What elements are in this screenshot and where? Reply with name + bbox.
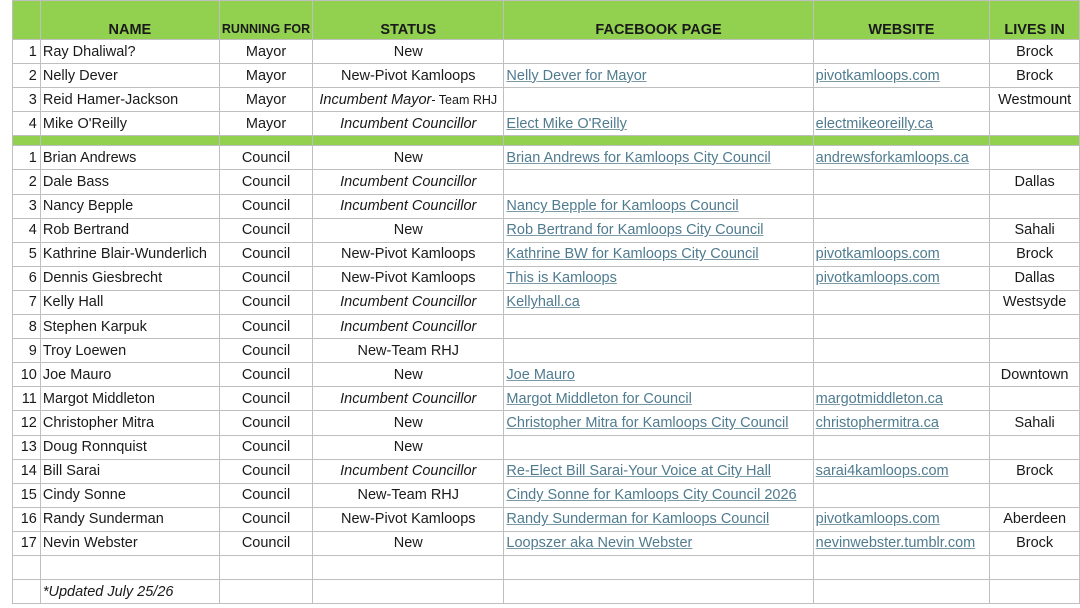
candidate-name[interactable]: Dale Bass xyxy=(40,170,219,194)
candidate-name[interactable]: Christopher Mitra xyxy=(40,411,219,435)
lives-in[interactable]: Brock xyxy=(990,64,1080,88)
running-for[interactable]: Council xyxy=(219,266,312,290)
candidate-name[interactable]: Margot Middleton xyxy=(40,387,219,411)
running-for[interactable]: Council xyxy=(219,387,312,411)
row-number[interactable]: 15 xyxy=(13,483,41,507)
council-candidate-row xyxy=(13,290,1080,314)
running-for[interactable]: Mayor xyxy=(219,112,312,136)
facebook-page-link[interactable] xyxy=(504,435,813,459)
lives-in[interactable] xyxy=(990,146,1080,170)
running-for[interactable]: Council xyxy=(219,411,312,435)
status[interactable] xyxy=(313,40,504,64)
empty-cell[interactable] xyxy=(219,555,312,579)
council-candidate-row xyxy=(13,339,1080,363)
website-link[interactable]: christophermitra.ca xyxy=(813,411,990,435)
status-suffix: - Team RHJ xyxy=(431,92,498,107)
status[interactable] xyxy=(313,194,504,218)
row-number[interactable]: 11 xyxy=(13,387,41,411)
facebook-page-link[interactable] xyxy=(504,339,813,363)
empty-cell[interactable] xyxy=(990,555,1080,579)
status[interactable] xyxy=(313,339,504,363)
lives-in[interactable]: Brock xyxy=(990,40,1080,64)
row-number[interactable]: 5 xyxy=(13,242,41,266)
status[interactable] xyxy=(313,112,504,136)
facebook-page-link[interactable]: Elect Mike O'Reilly xyxy=(504,112,813,136)
website-link[interactable] xyxy=(813,290,990,314)
row-number[interactable]: 14 xyxy=(13,459,41,483)
header-status[interactable]: STATUS xyxy=(313,1,504,40)
website-link[interactable]: margotmiddleton.ca xyxy=(813,387,990,411)
council-candidate-row xyxy=(13,218,1080,242)
website-link[interactable] xyxy=(813,40,990,64)
website-link[interactable] xyxy=(813,435,990,459)
lives-in[interactable]: Sahali xyxy=(990,411,1080,435)
lives-in[interactable]: Dallas xyxy=(990,266,1080,290)
row-number[interactable]: 7 xyxy=(13,290,41,314)
facebook-page-link[interactable]: Cindy Sonne for Kamloops City Council 2026 xyxy=(504,483,813,507)
row-number[interactable]: 4 xyxy=(13,218,41,242)
row-number[interactable]: 8 xyxy=(13,315,41,339)
website-link[interactable] xyxy=(813,339,990,363)
lives-in[interactable]: Westsyde xyxy=(990,290,1080,314)
facebook-page-link[interactable] xyxy=(504,315,813,339)
row-number[interactable]: 13 xyxy=(13,435,41,459)
row-number[interactable]: 3 xyxy=(13,88,41,112)
status-text: Incumbent Councillor xyxy=(340,174,477,191)
row-number[interactable]: 2 xyxy=(13,170,41,194)
status-text: New xyxy=(393,366,423,383)
candidate-name[interactable]: Ray Dhaliwal? xyxy=(40,40,219,64)
facebook-page-link[interactable] xyxy=(504,40,813,64)
status-text: New xyxy=(393,222,423,239)
facebook-page-link[interactable]: Nancy Bepple for Kamloops Council xyxy=(504,194,813,218)
candidate-spreadsheet xyxy=(12,0,1080,604)
website-link[interactable] xyxy=(813,363,990,387)
lives-in[interactable]: Brock xyxy=(990,459,1080,483)
council-candidate-row xyxy=(13,266,1080,290)
website-link[interactable] xyxy=(813,315,990,339)
status-text: Incumbent Councillor xyxy=(340,390,477,407)
website-link[interactable] xyxy=(813,170,990,194)
empty-row xyxy=(13,555,1080,579)
status-text: New-Pivot Kamloops xyxy=(340,270,476,287)
facebook-page-link[interactable]: Randy Sunderman for Kamloops Council xyxy=(504,507,813,531)
candidate-name[interactable]: Brian Andrews xyxy=(40,146,219,170)
facebook-page-link[interactable]: Christopher Mitra for Kamloops City Council xyxy=(504,411,813,435)
status[interactable] xyxy=(313,315,504,339)
separator-cell xyxy=(219,136,312,146)
website-link[interactable] xyxy=(813,218,990,242)
separator-cell xyxy=(313,136,504,146)
status[interactable] xyxy=(313,411,504,435)
candidate-name[interactable]: Joe Mauro xyxy=(40,363,219,387)
running-for[interactable]: Council xyxy=(219,459,312,483)
running-for[interactable]: Council xyxy=(219,194,312,218)
section-separator-row xyxy=(13,136,1080,146)
status-text: New xyxy=(393,414,423,431)
running-for[interactable]: Council xyxy=(219,483,312,507)
running-for[interactable]: Mayor xyxy=(219,40,312,64)
website-link[interactable] xyxy=(813,483,990,507)
status-text: New-Pivot Kamloops xyxy=(340,511,476,528)
lives-in[interactable]: Downtown xyxy=(990,363,1080,387)
council-candidate-row xyxy=(13,435,1080,459)
row-number[interactable]: 1 xyxy=(13,146,41,170)
status-text: New-Team RHJ xyxy=(357,487,460,504)
empty-cell[interactable] xyxy=(313,555,504,579)
running-for[interactable]: Council xyxy=(219,242,312,266)
row-number[interactable]: 9 xyxy=(13,339,41,363)
facebook-page-link[interactable]: Rob Bertrand for Kamloops City Council xyxy=(504,218,813,242)
footer-cell[interactable] xyxy=(990,580,1080,604)
candidate-name[interactable]: Mike O'Reilly xyxy=(40,112,219,136)
row-number[interactable]: 17 xyxy=(13,531,41,555)
status[interactable] xyxy=(313,64,504,88)
candidate-name[interactable]: Stephen Karpuk xyxy=(40,315,219,339)
running-for[interactable]: Council xyxy=(219,435,312,459)
council-candidate-row xyxy=(13,411,1080,435)
website-link[interactable]: pivotkamloops.com xyxy=(813,507,990,531)
status-text: New-Pivot Kamloops xyxy=(340,246,476,263)
empty-cell[interactable] xyxy=(813,555,990,579)
status[interactable] xyxy=(313,88,504,112)
row-number[interactable]: 3 xyxy=(13,194,41,218)
council-candidate-row xyxy=(13,531,1080,555)
row-number[interactable]: 16 xyxy=(13,507,41,531)
running-for[interactable]: Council xyxy=(219,315,312,339)
status[interactable] xyxy=(313,170,504,194)
status-text: Incumbent Councillor xyxy=(340,294,477,311)
empty-cell[interactable] xyxy=(504,555,813,579)
candidate-name[interactable]: Bill Sarai xyxy=(40,459,219,483)
lives-in[interactable] xyxy=(990,483,1080,507)
separator-cell xyxy=(990,136,1080,146)
running-for[interactable]: Council xyxy=(219,146,312,170)
running-for[interactable]: Council xyxy=(219,507,312,531)
row-number[interactable]: 6 xyxy=(13,266,41,290)
row-number[interactable]: 2 xyxy=(13,64,41,88)
row-number[interactable]: 1 xyxy=(13,40,41,64)
council-candidate-row xyxy=(13,507,1080,531)
website-link[interactable]: nevinwebster.tumblr.com xyxy=(813,531,990,555)
status[interactable] xyxy=(313,146,504,170)
facebook-page-link[interactable]: Nelly Dever for Mayor xyxy=(504,64,813,88)
council-candidate-row xyxy=(13,459,1080,483)
running-for[interactable]: Council xyxy=(219,170,312,194)
facebook-page-link[interactable]: Brian Andrews for Kamloops City Council xyxy=(504,146,813,170)
lives-in[interactable] xyxy=(990,315,1080,339)
status-text: New-Pivot Kamloops xyxy=(340,67,476,84)
status[interactable] xyxy=(313,363,504,387)
footer-cell[interactable] xyxy=(13,580,41,604)
lives-in[interactable]: Westmount xyxy=(990,88,1080,112)
facebook-page-link[interactable]: Re-Elect Bill Sarai-Your Voice at City Hall xyxy=(504,459,813,483)
empty-cell[interactable] xyxy=(13,555,41,579)
lives-in[interactable] xyxy=(990,112,1080,136)
status-text: Incumbent Councillor xyxy=(340,115,477,132)
candidate-name[interactable]: Randy Sunderman xyxy=(40,507,219,531)
website-link[interactable] xyxy=(813,88,990,112)
running-for[interactable]: Council xyxy=(219,290,312,314)
running-for[interactable]: Council xyxy=(219,218,312,242)
council-candidate-row xyxy=(13,483,1080,507)
candidate-name[interactable]: Troy Loewen xyxy=(40,339,219,363)
running-for[interactable]: Mayor xyxy=(219,88,312,112)
row-number[interactable]: 4 xyxy=(13,112,41,136)
candidate-name[interactable]: Kelly Hall xyxy=(40,290,219,314)
council-candidate-row xyxy=(13,146,1080,170)
header-running-for[interactable]: RUNNING FOR xyxy=(219,1,312,40)
footer-cell[interactable] xyxy=(504,580,813,604)
status-text: Incumbent Councillor xyxy=(340,318,477,335)
header-num-cell[interactable] xyxy=(13,1,41,40)
status-text: New xyxy=(393,439,423,456)
status-text: New-Team RHJ xyxy=(357,342,460,359)
candidate-name[interactable]: Nelly Dever xyxy=(40,64,219,88)
footer-cell[interactable] xyxy=(813,580,990,604)
facebook-page-link[interactable]: Loopszer aka Nevin Webster xyxy=(504,531,813,555)
status-text: Incumbent Mayor xyxy=(319,91,432,108)
updated-note[interactable]: *Updated July 25/26 xyxy=(40,580,219,604)
candidate-name[interactable]: Kathrine Blair-Wunderlich xyxy=(40,242,219,266)
lives-in[interactable] xyxy=(990,387,1080,411)
candidate-table xyxy=(12,0,1080,604)
council-candidate-row xyxy=(13,170,1080,194)
lives-in[interactable]: Brock xyxy=(990,531,1080,555)
row-number[interactable]: 10 xyxy=(13,363,41,387)
separator-cell xyxy=(504,136,813,146)
header-row xyxy=(13,1,1080,40)
lives-in[interactable]: Dallas xyxy=(990,170,1080,194)
facebook-page-link[interactable]: Kathrine BW for Kamloops City Council xyxy=(504,242,813,266)
status-text: New xyxy=(393,535,423,552)
website-link[interactable]: sarai4kamloops.com xyxy=(813,459,990,483)
lives-in[interactable] xyxy=(990,435,1080,459)
status-text: New xyxy=(393,149,423,166)
lives-in[interactable] xyxy=(990,339,1080,363)
candidate-name[interactable]: Dennis Giesbrecht xyxy=(40,266,219,290)
candidate-name[interactable]: Rob Bertrand xyxy=(40,218,219,242)
candidate-name[interactable]: Cindy Sonne xyxy=(40,483,219,507)
status[interactable] xyxy=(313,290,504,314)
separator-cell xyxy=(40,136,219,146)
facebook-page-link[interactable]: Joe Mauro xyxy=(504,363,813,387)
website-link[interactable]: pivotkamloops.com xyxy=(813,64,990,88)
website-link[interactable]: pivotkamloops.com xyxy=(813,266,990,290)
mayor-candidate-row xyxy=(13,112,1080,136)
footer-cell[interactable] xyxy=(313,580,504,604)
status[interactable] xyxy=(313,531,504,555)
candidate-name[interactable]: Nancy Bepple xyxy=(40,194,219,218)
row-number[interactable]: 12 xyxy=(13,411,41,435)
status[interactable] xyxy=(313,266,504,290)
header-facebook[interactable]: FACEBOOK PAGE xyxy=(504,1,813,40)
empty-cell[interactable] xyxy=(40,555,219,579)
status[interactable] xyxy=(313,507,504,531)
facebook-page-link[interactable] xyxy=(504,170,813,194)
separator-cell xyxy=(813,136,990,146)
council-candidate-row xyxy=(13,194,1080,218)
facebook-page-link[interactable]: Margot Middleton for Council xyxy=(504,387,813,411)
mayor-candidate-row xyxy=(13,64,1080,88)
status[interactable] xyxy=(313,435,504,459)
website-link[interactable]: electmikeoreilly.ca xyxy=(813,112,990,136)
footer-row xyxy=(13,580,1080,604)
status-text: Incumbent Councillor xyxy=(340,198,477,215)
facebook-page-link[interactable] xyxy=(504,88,813,112)
website-link[interactable]: pivotkamloops.com xyxy=(813,242,990,266)
running-for[interactable]: Mayor xyxy=(219,64,312,88)
candidate-name[interactable]: Reid Hamer-Jackson xyxy=(40,88,219,112)
council-candidate-row xyxy=(13,242,1080,266)
candidate-name[interactable]: Doug Ronnquist xyxy=(40,435,219,459)
candidate-name[interactable]: Nevin Webster xyxy=(40,531,219,555)
mayor-candidate-row xyxy=(13,40,1080,64)
footer-cell[interactable] xyxy=(219,580,312,604)
header-name[interactable]: NAME xyxy=(40,1,219,40)
website-link[interactable]: andrewsforkamloops.ca xyxy=(813,146,990,170)
council-candidate-row xyxy=(13,387,1080,411)
lives-in[interactable] xyxy=(990,194,1080,218)
status[interactable] xyxy=(313,459,504,483)
running-for[interactable]: Council xyxy=(219,531,312,555)
status-text: New xyxy=(393,43,423,60)
council-candidate-row xyxy=(13,363,1080,387)
status-text: Incumbent Councillor xyxy=(340,463,477,480)
status[interactable] xyxy=(313,218,504,242)
website-link[interactable] xyxy=(813,194,990,218)
facebook-page-link[interactable]: Kellyhall.ca xyxy=(504,290,813,314)
header-lives-in[interactable]: LIVES IN xyxy=(990,1,1080,40)
lives-in[interactable]: Brock xyxy=(990,242,1080,266)
status[interactable] xyxy=(313,483,504,507)
header-website[interactable]: WEBSITE xyxy=(813,1,990,40)
council-candidate-row xyxy=(13,315,1080,339)
facebook-page-link[interactable]: This is Kamloops xyxy=(504,266,813,290)
running-for[interactable]: Council xyxy=(219,339,312,363)
status[interactable] xyxy=(313,242,504,266)
lives-in[interactable]: Sahali xyxy=(990,218,1080,242)
separator-cell xyxy=(13,136,41,146)
status[interactable] xyxy=(313,387,504,411)
lives-in[interactable]: Aberdeen xyxy=(990,507,1080,531)
mayor-candidate-row xyxy=(13,88,1080,112)
running-for[interactable]: Council xyxy=(219,363,312,387)
